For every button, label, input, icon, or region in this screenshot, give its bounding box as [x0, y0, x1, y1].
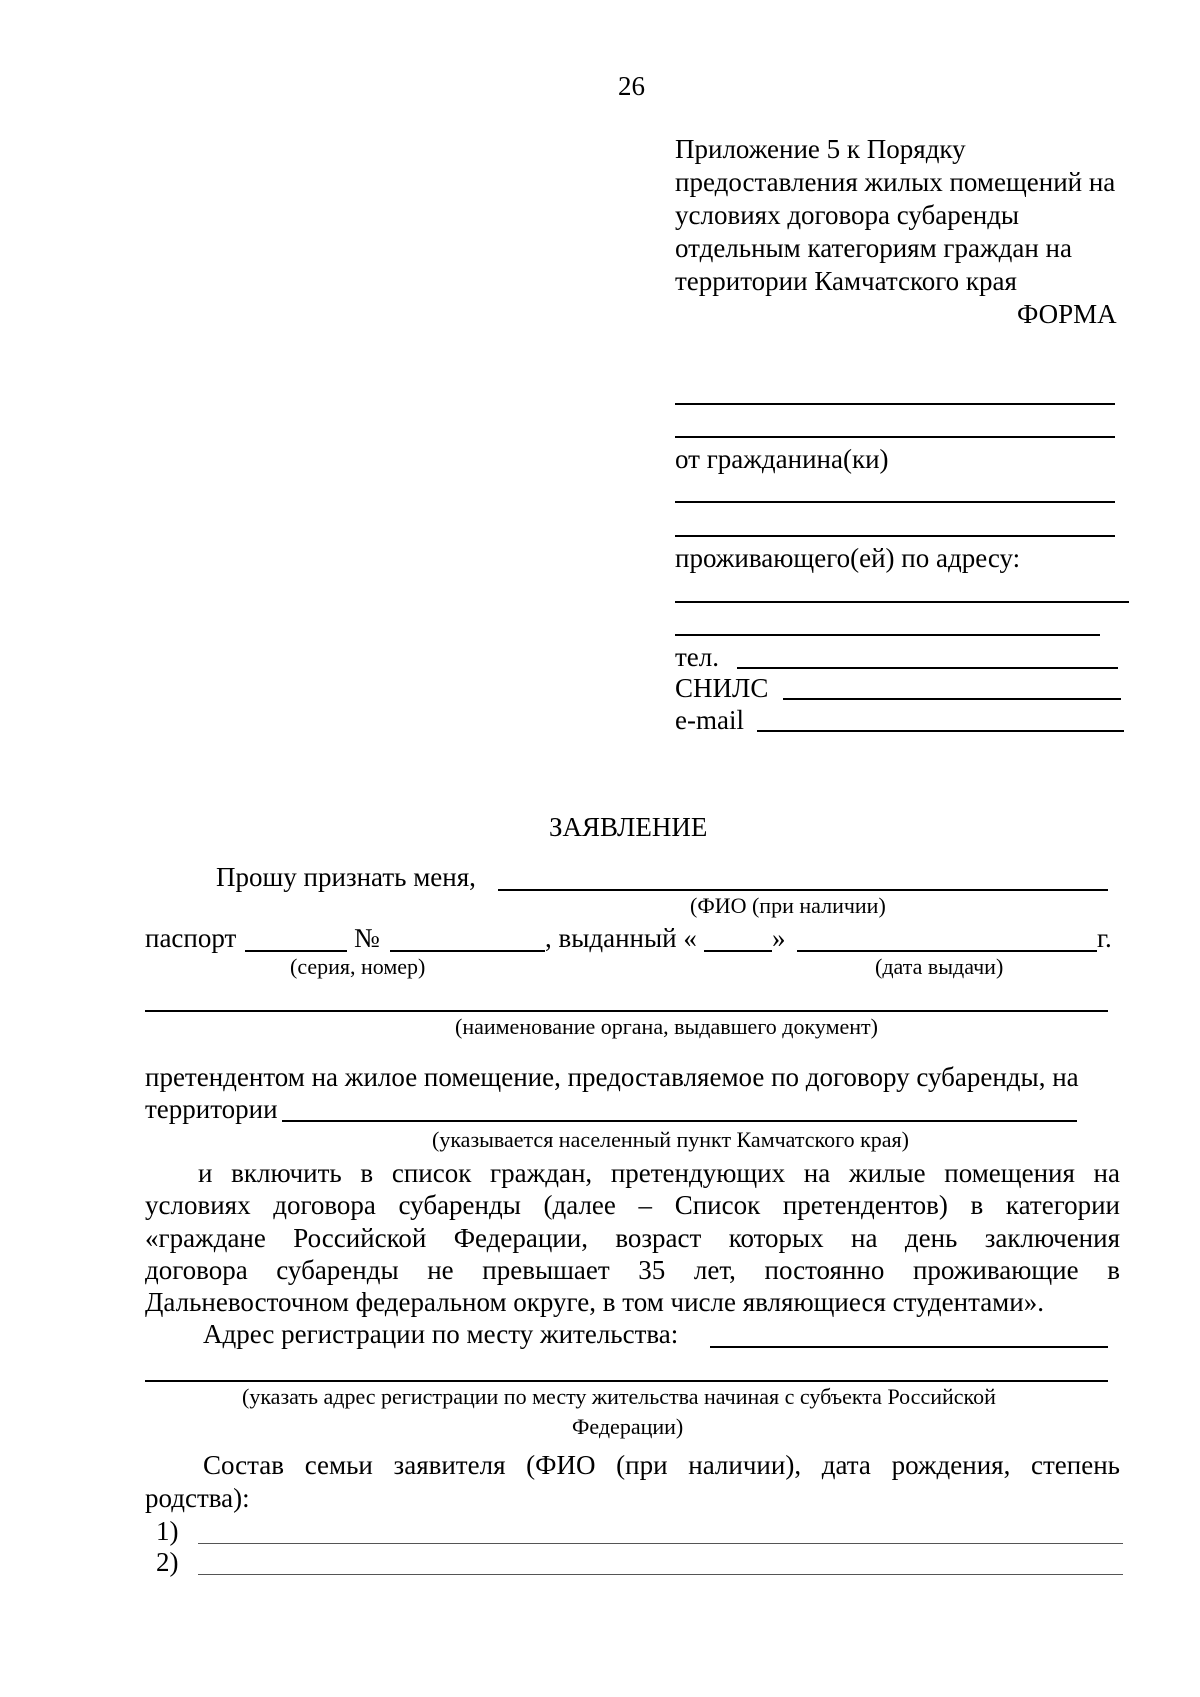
address-hint-line-1: (указать адрес регистрации по месту жительства начиная с субъекта Российской	[242, 1384, 996, 1409]
address-line-2[interactable]	[145, 1380, 1108, 1382]
passport-series-line[interactable]	[245, 950, 347, 952]
issue-date-hint: (дата выдачи)	[875, 954, 1004, 979]
family-item-number-2: 2)	[156, 1547, 179, 1577]
address-line-1[interactable]	[710, 1346, 1108, 1348]
territory-label: территории	[145, 1094, 278, 1124]
address-hint-line-2: Федерации)	[572, 1414, 684, 1439]
residence-line-1[interactable]	[675, 601, 1129, 603]
appendix-line-2: предоставления жилых помещений на	[675, 167, 1116, 197]
quote-close: »	[772, 923, 786, 953]
territory-line[interactable]	[282, 1120, 1077, 1122]
issued-label: , выданный «	[545, 923, 697, 953]
residence-line-2[interactable]	[675, 634, 1100, 636]
claimant-text-line-1: претендентом на жилое помещение, предоставляемое по договору субаренды, на	[145, 1062, 1079, 1092]
fio-hint: (ФИО (при наличии)	[690, 893, 886, 918]
appendix-line-1: Приложение 5 к Порядку	[675, 134, 966, 164]
residing-at-label: проживающего(ей) по адресу:	[675, 543, 1021, 573]
form-label: ФОРМА	[1017, 299, 1117, 329]
snils-label: СНИЛС	[675, 673, 769, 703]
appendix-line-5: территории Камчатского края	[675, 266, 1017, 296]
series-number-hint: (серия, номер)	[290, 954, 426, 979]
page-number: 26	[618, 71, 645, 101]
applicant-fio-line[interactable]	[498, 889, 1108, 891]
family-text-line-1: Состав семьи заявителя (ФИО (при наличии), дата рождения, степень	[203, 1450, 1120, 1480]
passport-label: паспорт	[145, 923, 237, 953]
family-member-line-2[interactable]	[198, 1574, 1123, 1575]
phone-label: тел.	[675, 642, 720, 672]
issuing-authority-hint: (наименование органа, выдавшего документ)	[455, 1014, 878, 1039]
include-text-line-4: договора субаренды не превышает 35 лет, постоянно проживающие в	[145, 1255, 1120, 1285]
include-text-line-5: Дальневосточном федеральном округе, в том числе являющиеся студентами».	[145, 1287, 1044, 1317]
citizen-name-line-2[interactable]	[675, 535, 1115, 537]
year-suffix: г.	[1097, 923, 1112, 953]
family-text-line-2: родства):	[145, 1483, 250, 1513]
territory-hint: (указывается населенный пункт Камчатского края)	[432, 1127, 909, 1152]
family-item-number-1: 1)	[156, 1516, 179, 1546]
issue-day-line[interactable]	[704, 950, 772, 952]
email-line[interactable]	[757, 730, 1124, 732]
citizen-name-line-1[interactable]	[675, 501, 1115, 503]
passport-number-line[interactable]	[390, 950, 545, 952]
phone-line[interactable]	[737, 667, 1118, 669]
document-title: ЗАЯВЛЕНИЕ	[549, 812, 708, 842]
request-text: Прошу признать меня,	[216, 862, 476, 892]
addressee-line-1[interactable]	[675, 403, 1115, 405]
addressee-line-2[interactable]	[675, 436, 1115, 438]
snils-line[interactable]	[783, 698, 1121, 700]
include-text-line-2: условиях договора субаренды (далее – Список претендентов) в категории	[145, 1190, 1120, 1220]
issue-date-line[interactable]	[797, 950, 1097, 952]
issuing-authority-line[interactable]	[145, 1010, 1108, 1012]
from-citizen-label: от гражданина(ки)	[675, 444, 889, 474]
appendix-line-3: условиях договора субаренды	[675, 200, 1020, 230]
email-label: e-mail	[675, 705, 744, 735]
include-text-line-1: и включить в список граждан, претендующих на жилые помещения на	[198, 1158, 1120, 1188]
appendix-line-4: отдельным категориям граждан на	[675, 233, 1072, 263]
family-member-line-1[interactable]	[198, 1543, 1123, 1544]
include-text-line-3: «граждане Российской Федерации, возраст которых на день заключения	[145, 1223, 1120, 1253]
address-label: Адрес регистрации по месту жительства:	[203, 1319, 679, 1349]
number-sign: №	[354, 923, 380, 953]
